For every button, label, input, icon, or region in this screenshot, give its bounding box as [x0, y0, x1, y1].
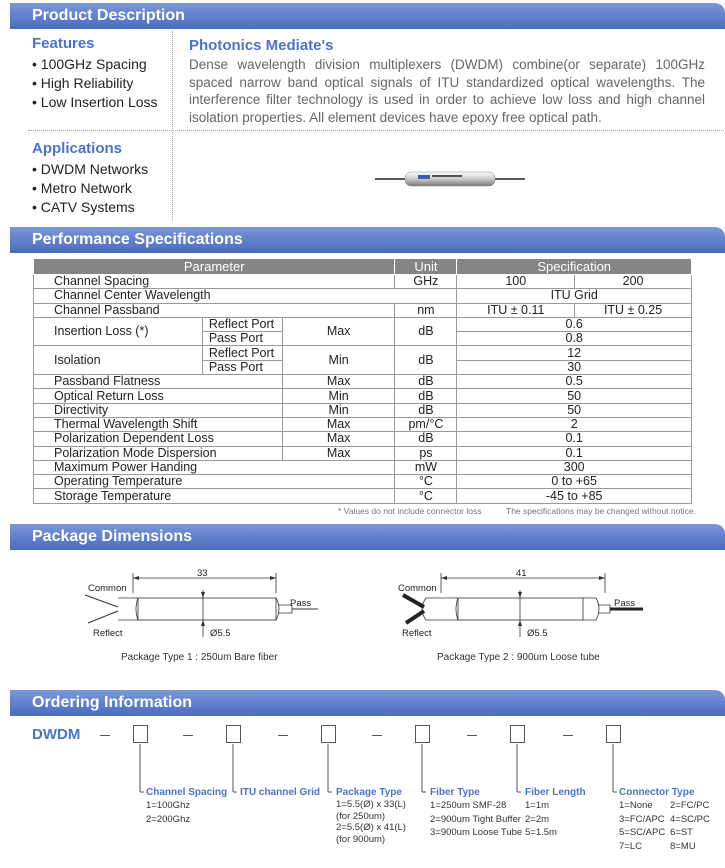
cell: Max: [282, 375, 395, 389]
section-header-performance: Performance Specifications: [0, 227, 725, 253]
cell: dB: [395, 346, 457, 375]
order-prefix: DWDM: [32, 726, 81, 743]
cell: Thermal Wavelength Shift: [34, 417, 283, 431]
header-specification: Specification: [457, 259, 692, 275]
cell: 0.8: [457, 332, 692, 346]
table-row: [34, 346, 692, 360]
cell: 0.5: [457, 375, 692, 389]
order-label-itu-grid: ITU channel Grid: [240, 787, 321, 798]
cell: Insertion Loss (*): [34, 317, 203, 346]
cell: 2: [457, 417, 692, 431]
cell: 30: [457, 360, 692, 374]
dimension-diameter: Ø5.5: [527, 628, 548, 639]
order-options: 1=250um SMF-28 2=900um Tight Buffer 3=900um Loose Tube: [430, 800, 523, 838]
table-row: [34, 460, 692, 474]
order-label-fiber-type: Fiber Type: [430, 787, 480, 798]
table-row: [34, 403, 692, 417]
table-note: * Values do not include connector loss: [338, 506, 482, 516]
label-common: Common: [88, 583, 127, 594]
cell: Operating Temperature: [34, 475, 395, 489]
cell: °C: [395, 489, 457, 503]
cell: Pass Port: [202, 332, 282, 346]
table-row: [34, 489, 692, 503]
table-row: [34, 289, 692, 303]
table-row: [34, 446, 692, 460]
code-box: [226, 725, 241, 743]
features-list: [32, 55, 158, 112]
cell: ITU Grid: [457, 289, 692, 303]
divider: [28, 130, 724, 131]
label-pass: Pass: [290, 598, 312, 609]
section-header-ordering: Ordering Information: [0, 690, 725, 716]
cell: -45 to +85: [457, 489, 692, 503]
cell: dB: [395, 317, 457, 346]
cell: Min: [282, 403, 395, 417]
cell: Max: [282, 417, 395, 431]
package-caption: Package Type 1 : 250um Bare fiber: [121, 652, 278, 663]
cell: 50: [457, 403, 692, 417]
cell: GHz: [395, 275, 457, 289]
label-reflect: Reflect: [402, 628, 432, 639]
table-row: [34, 303, 692, 317]
order-options: 1=1m 2=2m 5=1.5m: [525, 800, 557, 838]
list-item: • High Reliability: [32, 75, 134, 91]
cell: mW: [395, 460, 457, 474]
order-options: 2=FC/PC 4=SC/PC 6=ST 8=MU: [670, 800, 710, 852]
cell: 300: [457, 460, 692, 474]
table-row: [34, 389, 692, 403]
spec-table: [33, 258, 692, 504]
cell: dB: [395, 389, 457, 403]
table-note: The specifications may be changed without notice.: [506, 506, 696, 516]
cell: Directivity: [34, 403, 283, 417]
cell: Isolation: [34, 346, 203, 375]
cell: Reflect Port: [202, 346, 282, 360]
cell: nm: [395, 303, 457, 317]
product-image: [370, 165, 530, 195]
cell: 0.1: [457, 446, 692, 460]
cell: Polarization Mode Dispersion: [34, 446, 283, 460]
dimension-length: 41: [516, 568, 527, 579]
code-box: [321, 725, 336, 743]
cell: Max: [282, 317, 395, 346]
label-common: Common: [398, 583, 437, 594]
header-unit: Unit: [395, 259, 457, 275]
cell: Channel Passband: [34, 303, 395, 317]
order-label-connector-type: Connector Type: [619, 787, 695, 798]
table-header-row: [34, 259, 692, 275]
order-options: 1=5.5(Ø) x 33(L) (for 250um) 2=5.5(Ø) x 41(L) (for 900um): [336, 799, 406, 845]
dimension-length: 33: [197, 568, 208, 579]
code-box: [415, 725, 430, 743]
cell: ITU ± 0.25: [575, 303, 692, 317]
divider: [172, 31, 173, 221]
dash: [563, 735, 573, 736]
code-box: [133, 725, 148, 743]
dimension-diameter: Ø5.5: [210, 628, 231, 639]
package-caption: Package Type 2 : 900um Loose tube: [437, 652, 600, 663]
cell: 12: [457, 346, 692, 360]
cell: Max: [282, 446, 395, 460]
table-row: [34, 375, 692, 389]
cell: Pass Port: [202, 360, 282, 374]
header-parameter: Parameter: [34, 259, 395, 275]
table-row: [34, 417, 692, 431]
table-row: [34, 475, 692, 489]
cell: °C: [395, 475, 457, 489]
cell: dB: [395, 375, 457, 389]
order-label-package-type: Package Type: [336, 787, 402, 798]
cell: Maximum Power Handing: [34, 460, 395, 474]
table-row: [34, 432, 692, 446]
cell: Max: [282, 432, 395, 446]
label-pass: Pass: [614, 598, 636, 609]
cell: Passband Flatness: [34, 375, 283, 389]
applications-list: [32, 160, 148, 217]
cell: 50: [457, 389, 692, 403]
section-header-product: Product Description: [0, 3, 725, 29]
label-reflect: Reflect: [93, 628, 123, 639]
section-header-package: Package Dimensions: [0, 524, 725, 550]
order-options: 1=None 3=FC/APC 5=SC/APC 7=LC: [619, 800, 666, 852]
cell: 100: [457, 275, 575, 289]
cell: Storage Temperature: [34, 489, 395, 503]
order-label-channel-spacing: Channel Spacing: [146, 787, 228, 798]
table-row: [34, 317, 692, 331]
cell: Channel Spacing: [34, 275, 395, 289]
cell: ps: [395, 446, 457, 460]
dash: [183, 735, 193, 736]
cell: Min: [282, 346, 395, 375]
list-item: • Metro Network: [32, 180, 132, 196]
cell: 0 to +65: [457, 475, 692, 489]
cell: dB: [395, 403, 457, 417]
description-text: Dense wavelength division multiplexers (DWDM) combine(or separate) 100GHz spaced narrow band optical signals of ITU standardized optical wavelengths. The interference filter technology is used in order to achieve low loss and high channel isolation properties. All element devices have epoxy free optical path.: [189, 57, 705, 125]
list-item: • Low Insertion Loss: [32, 94, 158, 110]
dash: [278, 735, 288, 736]
cell: 200: [575, 275, 692, 289]
dash: [100, 735, 110, 736]
cell: Polarization Dependent Loss: [34, 432, 283, 446]
dash: [467, 735, 477, 736]
features-title: Features: [32, 35, 95, 52]
order-options: 1=100Ghz 2=200Ghz: [146, 800, 191, 825]
list-item: • DWDM Networks: [32, 161, 149, 177]
cell: Reflect Port: [202, 317, 282, 331]
cell: 0.6: [457, 317, 692, 331]
dash: [372, 735, 382, 736]
cell: 0.1: [457, 432, 692, 446]
table-row: [34, 275, 692, 289]
cell: pm/°C: [395, 417, 457, 431]
list-item: • 100GHz Spacing: [32, 56, 147, 72]
cell: dB: [395, 432, 457, 446]
code-box: [606, 725, 621, 743]
applications-title: Applications: [32, 140, 123, 157]
cell: Min: [282, 389, 395, 403]
cell: Channel Center Wavelength: [34, 289, 457, 303]
description-title: Photonics Mediate's: [189, 37, 334, 54]
cell: Optical Return Loss: [34, 389, 283, 403]
code-box: [510, 725, 525, 743]
cell: ITU ± 0.11: [457, 303, 575, 317]
order-label-fiber-length: Fiber Length: [525, 787, 586, 798]
list-item: • CATV Systems: [32, 199, 135, 215]
